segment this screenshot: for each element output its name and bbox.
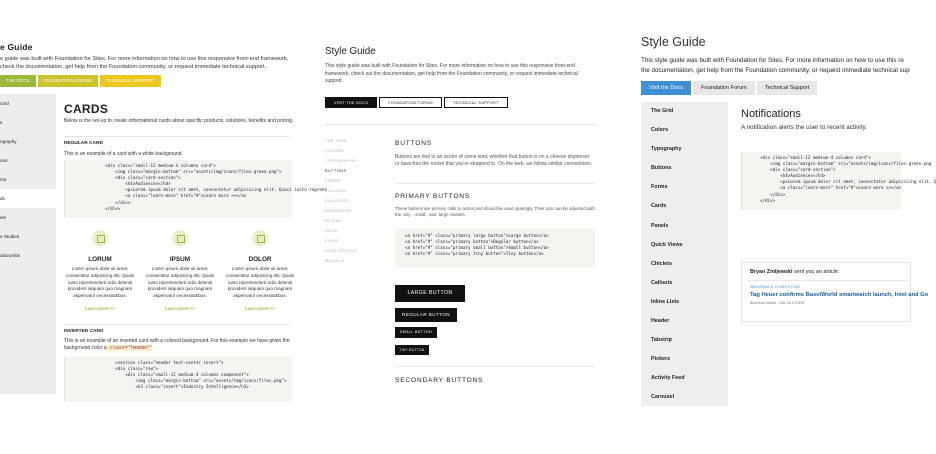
sidebar-item[interactable]: Grid	[0, 101, 9, 106]
learn-more-link[interactable]: Learn more >>	[244, 305, 276, 311]
page-title: e Guide	[0, 42, 33, 52]
intro-line: the documentation, get help from the Foundation community, or request immediate technical sup	[641, 67, 910, 74]
cards-description: Below is the set-up to create informational cards about specific products, solutions, benefits and pricing.	[64, 118, 294, 124]
card-title: LORUM	[88, 256, 112, 263]
style-guide-buttons-panel	[320, 0, 602, 400]
large-button[interactable]: LARGE BUTTON	[395, 285, 465, 302]
sidebar-item[interactable]: ms	[0, 177, 7, 182]
code-line: <h3 class="invert">Industry Intelligence</h3>	[95, 384, 249, 390]
nav-item[interactable]: HOLD	[325, 229, 338, 233]
header-button-row	[0, 75, 163, 87]
sidebar-item[interactable]: Header	[651, 318, 670, 325]
code-line: <img class="margin-bottom" src="assets/img/icons/files.png">	[95, 378, 287, 384]
sidebar-nav	[641, 102, 728, 406]
primary-buttons-code-block	[395, 229, 595, 267]
sidebar-item[interactable]: Buttons	[651, 165, 672, 172]
primary-buttons-text: These buttons are primary calls to action and should be used sparingly. Their size can be adjusted with the .tiny , .small , and .large classes.	[395, 206, 595, 218]
regular-card-heading: REGULAR CARD	[64, 141, 103, 146]
style-guide-notifications-panel	[637, 0, 936, 410]
sidebar-item[interactable]: Inline Lists	[651, 298, 680, 305]
nav-item[interactable]: RETINA	[325, 219, 342, 223]
divider	[64, 324, 290, 325]
sidebar-item[interactable]: e Studies	[0, 234, 20, 239]
intro-text	[641, 56, 910, 76]
card-icon	[252, 230, 268, 246]
sidebar-nav	[0, 94, 56, 394]
intro-text: This style guide was built with Foundation for Sites. For more information on how to use this responsive front-end framework, check out the documentation, get help from the Foundation community, or request immediate technical support.	[325, 63, 578, 84]
nav-item[interactable]: THE GRID	[325, 139, 348, 143]
card-body: Lorem ipsum dolor sit amet, consectetur adipisicing elit. Quasi iusto reprehenderit odio deleniti provident aliquam quo magnam aspernatur necessitatibus.	[225, 266, 295, 299]
sidebar-item[interactable]: s	[0, 120, 3, 125]
code-line: <p>Lorem ipsum dolor sit amet, consectetur adipisicing elit. Quasi iusto reprehe	[95, 187, 327, 193]
small-button[interactable]: SMALL BUTTON	[395, 327, 437, 338]
code-line: <h4>Audiences</h4>	[760, 173, 826, 179]
sidebar-item[interactable]: Callouts	[651, 279, 673, 286]
notification-sender: Bryan Zmijewski sent you an article:	[750, 269, 840, 275]
nav-item[interactable]: COLORS	[325, 149, 345, 153]
technical-support-button[interactable]: TECHNICAL SUPPORT	[444, 97, 508, 108]
code-line: <div class="card-section">	[95, 175, 181, 181]
sidebar-item[interactable]: ds	[0, 189, 56, 208]
inverted-card-text: This is an example of an inverted card with a colored background. For this example we have given the background color a class="header"	[64, 338, 290, 352]
card-item	[144, 230, 216, 311]
code-line: </div>	[95, 205, 121, 211]
notification-category: WEARABLE COMPUTING	[750, 285, 801, 289]
foundation-forum-button[interactable]: Foundation Forum	[693, 81, 755, 95]
nav-item[interactable]: EVENT	[325, 239, 341, 243]
sidebar-item[interactable]: adcrumbs	[0, 253, 21, 258]
foundation-forum-button[interactable]: FOUNDATION FORUM	[38, 75, 98, 87]
inverted-card-code-block	[64, 357, 292, 402]
code-line: <div class="small-12 medium-4 columns card">	[95, 163, 217, 168]
notification-headline-link[interactable]: Tag Heuer confirms BaselWorld smartwatch launch, Intel and Go	[750, 292, 929, 298]
sidebar-item[interactable]: ography	[0, 139, 17, 144]
card-item	[64, 230, 136, 311]
code-line: <a href="#" class="primary small button">Small button</a>	[405, 245, 549, 251]
primary-buttons-heading: PRIMARY BUTTONS	[395, 193, 471, 200]
card-title: IPSUM	[169, 256, 191, 263]
header-button-row	[641, 81, 819, 95]
card-examples	[64, 230, 296, 311]
card-body: Lorem ipsum dolor sit amet, consectetur adipisicing elit. Quasi iusto reprehenderit odio deleniti provident aliquam quo magnam aspernatur necessitatibus.	[65, 266, 135, 299]
sidebar-item[interactable]: Colors	[651, 127, 669, 134]
code-line: <h4>Audiences</h4>	[95, 181, 171, 187]
nav-item[interactable]: FORMS	[325, 179, 342, 183]
learn-more-link[interactable]: Learn more >>	[164, 305, 196, 311]
divider	[395, 366, 595, 367]
secondary-buttons-heading: SECONDARY BUTTONS	[395, 377, 484, 384]
visit-docs-button[interactable]: THE DOCS	[0, 75, 36, 87]
code-line: <img class="margin-bottom" src="assets/img/icons/files-green.png	[760, 161, 932, 167]
style-guide-cards-panel	[0, 0, 327, 400]
code-line: <a href="#" class="primary tiny button">Tiny button</a>	[405, 251, 544, 257]
divider	[748, 280, 908, 281]
foundation-forum-button[interactable]: FOUNDATION FORUM	[379, 97, 442, 108]
sidebar-item[interactable]: Activity Feed	[651, 375, 685, 382]
nav-item[interactable]: MODALS	[325, 259, 345, 263]
code-line: <a class="learn-more" href="#">Learn more >></a>	[95, 193, 247, 199]
sidebar-item[interactable]: Tabstrip	[651, 337, 672, 344]
code-line: <div class="small-12 medium-4 columns card">	[760, 155, 871, 160]
visit-docs-button[interactable]: Visit the Docs	[641, 81, 691, 95]
learn-more-link[interactable]: Learn more >>	[84, 305, 116, 311]
sidebar-item[interactable]: Carousel	[651, 394, 675, 401]
buttons-heading: BUTTONS	[395, 140, 432, 147]
cards-heading: CARDS	[64, 102, 109, 116]
code-line: <img class="margin-bottom" src="assets/img/icons/files-green.png">	[95, 169, 282, 175]
card-body: Lorem ipsum dolor sit amet, consectetur adipisicing elit. Quasi iusto reprehenderit odio deleniti provident aliquam quo magnam aspernatur necessitatibus.	[145, 266, 215, 299]
sidebar-item[interactable]: Panels	[651, 222, 669, 229]
tiny-button[interactable]: TINY BUTTON	[395, 345, 429, 355]
visit-docs-button[interactable]: VISIT THE DOCS	[325, 97, 377, 108]
code-line: </div>	[95, 199, 131, 205]
nav-item[interactable]: COLLAGE	[325, 189, 347, 193]
sidebar-item[interactable]: Quick Views	[651, 241, 683, 248]
card-icon	[172, 230, 188, 246]
regular-card-text: This is an example of a card with a white background	[64, 151, 182, 157]
intro-line: This style guide was built with Foundation for Sites. For more information on how to use this re	[641, 57, 904, 64]
code-line: <div class="card-section">	[760, 167, 836, 173]
notification-meta: Business Insider - Mar 18 2:20PM	[750, 301, 805, 305]
intro-text: e guide was built with Foundation for Sites. For more information on how to use this responsive front-end framework, check the documentation, get help from the Foundation community, or request immediate technical support.	[0, 56, 289, 71]
sidebar-item[interactable]: els	[0, 215, 6, 220]
notifications-code-block	[741, 152, 936, 210]
code-line: <div class="small-12 medium-4 columns component">	[95, 372, 249, 378]
divider	[325, 124, 597, 125]
sidebar-item[interactable]: Typography	[651, 146, 682, 153]
code-line: </div>	[760, 197, 776, 203]
notification-card[interactable]	[741, 262, 929, 322]
nav-item[interactable]: CALLOUTS	[325, 199, 350, 203]
sidebar-item[interactable]: Chiclets	[651, 260, 672, 267]
technical-support-button[interactable]: Technical Support	[757, 81, 817, 95]
card-item	[224, 230, 296, 311]
notifications-heading: Notifications	[741, 108, 801, 120]
code-line: <a class="learn-more" href="#">Learn more >></a>	[760, 185, 902, 191]
sidebar-item[interactable]: Forms	[651, 184, 668, 191]
inverted-card-heading: INVERTED CARD	[64, 329, 104, 334]
nav-item[interactable]: TYPOGRAPHY	[325, 159, 357, 163]
code-line: <p>Lorem ipsum dolor sit amet, consectetur adipisicing elit. Q	[760, 179, 936, 185]
sidebar-item[interactable]: Cards	[651, 203, 667, 210]
code-line: <a href="#" class="primary large button">Large button</a>	[405, 233, 549, 238]
page-title: Style Guide	[641, 35, 706, 49]
card-title: DOLOR	[248, 256, 272, 263]
sidebar-item[interactable]: Pickers	[651, 356, 671, 363]
card-icon	[92, 230, 108, 246]
notifications-text: A notification alerts the user to recent activity.	[741, 124, 867, 131]
regular-card-code-block	[64, 160, 327, 218]
divider	[64, 136, 290, 137]
header-button-row	[325, 97, 510, 108]
page-title: Style Guide	[325, 46, 376, 57]
code-line: <div class="row">	[95, 366, 159, 372]
nav-item[interactable]: BUTTONS	[325, 169, 347, 173]
code-line: <section class="header text-center invert">	[95, 360, 224, 365]
technical-support-button[interactable]: TECHNICAL SUPPORT	[100, 75, 161, 87]
nav-item[interactable]: ICON DETAILS	[325, 249, 358, 253]
sidebar-item[interactable]: ons	[0, 158, 8, 163]
buttons-text: Buttons are tied to an action of some kind, whether that button is on a cheese dispenser or launches the rocket that you're strapped to. On the web, we follow similar conventions.	[395, 154, 593, 168]
nav-item[interactable]: REMINDERS	[325, 209, 353, 213]
sidebar-item[interactable]: The Grid	[651, 108, 674, 114]
sidebar-nav	[325, 136, 385, 266]
code-line: </div>	[760, 191, 786, 197]
regular-button[interactable]: REGULAR BUTTON	[395, 308, 457, 322]
code-line: <a href="#" class="primary button">Regular button</a>	[405, 239, 539, 245]
divider	[395, 183, 595, 184]
